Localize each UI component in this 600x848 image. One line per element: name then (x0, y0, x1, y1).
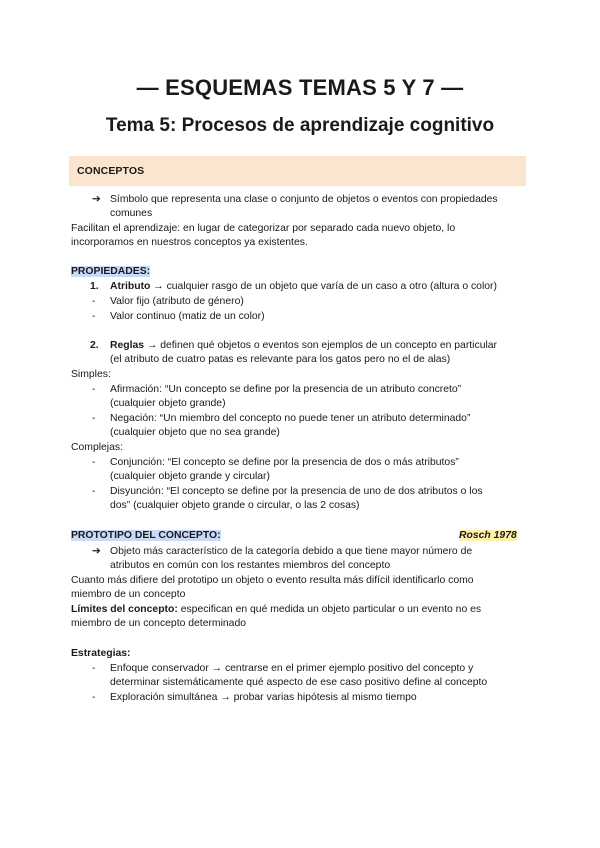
conjuncion-line2: (cualquier objeto grande y circular) (110, 471, 270, 482)
complejas-label: Complejas: (71, 442, 123, 453)
negacion-line1: Negación: “Un miembro del concepto no puede tener un atributo determinado” (110, 413, 471, 424)
prototipo-para-line2: miembro de un concepto (71, 589, 186, 600)
estrategia2: Exploración simultánea → probar varias hipótesis al mismo tiempo (110, 692, 417, 703)
dash-bullet: - (92, 457, 96, 468)
prototipo-bullet-line1: Objeto más característico de la categoría debido a que tiene mayor número de (110, 546, 473, 557)
disyuncion-line1: Disyunción: “El concepto se define por la presencia de uno de dos atributos o los (110, 486, 483, 497)
document-title: — ESQUEMAS TEMAS 5 Y 7 — (136, 75, 464, 100)
conceptos-para-line1: Facilitan el aprendizaje: en lugar de categorizar por separado cada nuevo objeto, lo (71, 223, 456, 234)
prototipo-para-line1: Cuanto más difiere del prototipo un objeto o evento resulta más difícil identificarlo como (71, 575, 474, 586)
limites-line2: miembro de un concepto determinado (71, 618, 247, 629)
arrow-bullet-icon: ➔ (92, 194, 101, 205)
limites-line1: Límites del concepto: especifican en qué medida un objeto particular o un evento no es (71, 604, 482, 615)
conjuncion-line1: Conjunción: “El concepto se define por la presencia de dos o más atributos” (110, 457, 459, 468)
propiedades-item2-line2: (el atributo de cuatro patas es relevante para los gatos pero no el de alas) (110, 354, 451, 365)
prototipo-bullet-line2: atributos en común con los restantes miembros del concepto (110, 560, 391, 571)
estrategia1-line2: determinar sistemáticamente qué aspecto de ese caso positivo define al concepto (110, 677, 488, 688)
propiedades-sub2: Valor continuo (matiz de un color) (110, 311, 265, 322)
negacion-line2: (cualquier objeto que no sea grande) (110, 427, 280, 438)
propiedades-item1-number: 1. (90, 281, 99, 292)
conceptos-section-header (69, 156, 526, 186)
dash-bullet: - (92, 311, 96, 322)
prototipo-author-badge: Rosch 1978 (459, 530, 517, 541)
dash-bullet: - (92, 486, 96, 497)
conceptos-heading: CONCEPTOS (77, 165, 145, 177)
afirmacion-line1: Afirmación: “Un concepto se define por la presencia de un atributo concreto” (110, 384, 462, 395)
propiedades-heading: PROPIEDADES: (71, 266, 151, 277)
dash-bullet: - (92, 413, 96, 424)
dash-bullet: - (92, 663, 96, 674)
document-subtitle: Tema 5: Procesos de aprendizaje cognitivo (105, 115, 495, 136)
simples-label: Simples: (71, 369, 111, 380)
arrow-bullet-icon: ➔ (92, 546, 101, 557)
conceptos-para-line2: incorporamos en nuestros conceptos ya existentes. (71, 237, 308, 248)
conceptos-bullet-line2: comunes (110, 208, 153, 219)
propiedades-item2-number: 2. (90, 340, 99, 351)
propiedades-item2: Reglas → definen qué objetos o eventos son ejemplos de un concepto en particular (110, 340, 498, 351)
prototipo-heading: PROTOTIPO DEL CONCEPTO: (71, 530, 221, 541)
dash-bullet: - (92, 384, 96, 395)
conceptos-bullet-line1: Símbolo que representa una clase o conjunto de objetos o eventos con propiedades (110, 194, 498, 205)
propiedades-item1: Atributo → cualquier rasgo de un objeto que varía de un caso a otro (altura o color) (110, 281, 497, 292)
dash-bullet: - (92, 296, 96, 307)
estrategia1-line1: Enfoque conservador → centrarse en el primer ejemplo positivo del concepto y (110, 663, 474, 674)
propiedades-sub1: Valor fijo (atributo de género) (110, 296, 244, 307)
afirmacion-line2: (cualquier objeto grande) (110, 398, 226, 409)
dash-bullet: - (92, 692, 96, 703)
disyuncion-line2: dos” (cualquier objeto grande o circular, o las 2 cosas) (110, 500, 360, 511)
estrategias-heading: Estrategias: (71, 648, 131, 659)
